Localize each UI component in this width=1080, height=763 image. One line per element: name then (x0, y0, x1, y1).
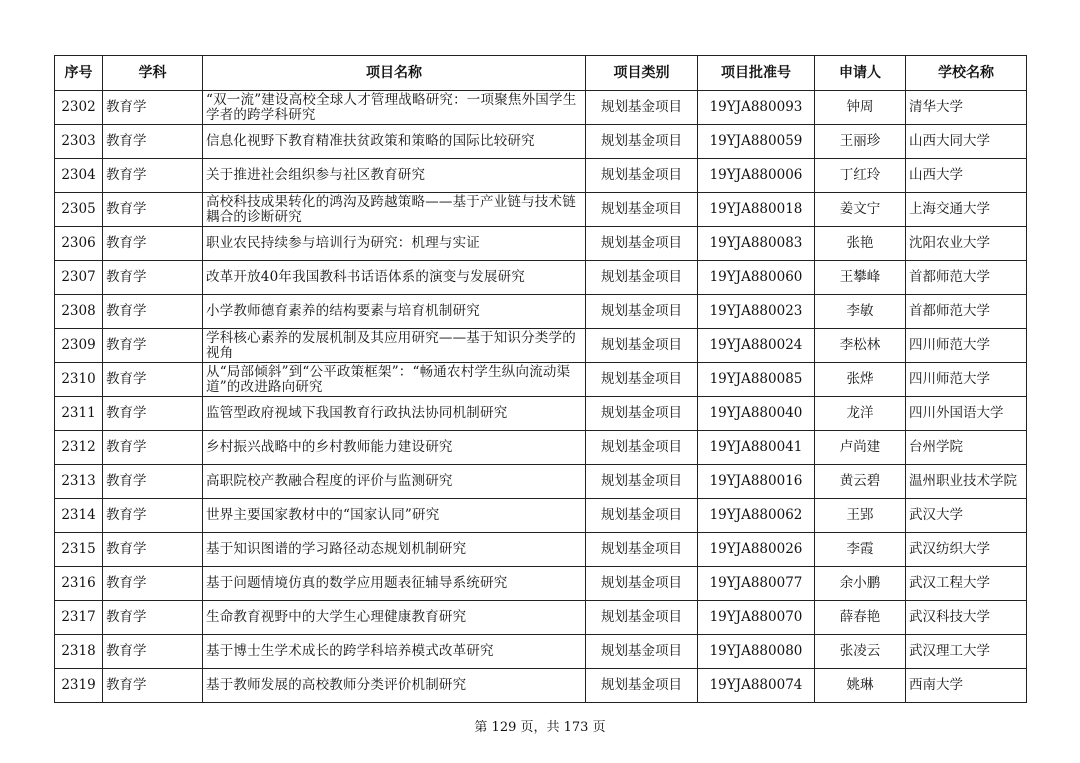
cell-applicant: 龙洋 (815, 397, 906, 431)
project-table (54, 55, 1027, 703)
cell-project-name: 基于博士生学术成长的跨学科培养模式改革研究 (203, 635, 586, 669)
cell-project-type: 规划基金项目 (586, 397, 698, 431)
header-school: 学校名称 (906, 56, 1027, 91)
cell-project-name: 生命教育视野中的大学生心理健康教育研究 (203, 601, 586, 635)
cell-school: 武汉工程大学 (906, 567, 1027, 601)
cell-school: 武汉理工大学 (906, 635, 1027, 669)
table-row (55, 499, 1027, 533)
cell-id: 2311 (55, 397, 103, 431)
cell-subject: 教育学 (103, 227, 203, 261)
cell-project-type: 规划基金项目 (586, 635, 698, 669)
table-row (55, 567, 1027, 601)
cell-subject: 教育学 (103, 363, 203, 397)
cell-id: 2307 (55, 261, 103, 295)
cell-id: 2303 (55, 125, 103, 159)
cell-subject: 教育学 (103, 159, 203, 193)
cell-project-type: 规划基金项目 (586, 465, 698, 499)
cell-applicant: 张艳 (815, 227, 906, 261)
cell-subject: 教育学 (103, 261, 203, 295)
cell-approval-number: 19YJA880083 (698, 227, 815, 261)
cell-id: 2308 (55, 295, 103, 329)
cell-subject: 教育学 (103, 669, 203, 703)
cell-project-name: 监管型政府视域下我国教育行政执法协同机制研究 (203, 397, 586, 431)
cell-project-name: 职业农民持续参与培训行为研究：机理与实证 (203, 227, 586, 261)
table-row (55, 465, 1027, 499)
table-row (55, 91, 1027, 125)
header-project-type: 项目类别 (586, 56, 698, 91)
table-row (55, 125, 1027, 159)
cell-id: 2313 (55, 465, 103, 499)
cell-approval-number: 19YJA880080 (698, 635, 815, 669)
cell-id: 2302 (55, 91, 103, 125)
table-row (55, 329, 1027, 363)
cell-subject: 教育学 (103, 91, 203, 125)
cell-project-type: 规划基金项目 (586, 499, 698, 533)
cell-school: 首都师范大学 (906, 261, 1027, 295)
cell-school: 武汉科技大学 (906, 601, 1027, 635)
cell-project-name: 关于推进社会组织参与社区教育研究 (203, 159, 586, 193)
cell-id: 2310 (55, 363, 103, 397)
cell-project-name: 学科核心素养的发展机制及其应用研究——基于知识分类学的视角 (203, 329, 586, 363)
cell-applicant: 张凌云 (815, 635, 906, 669)
cell-project-type: 规划基金项目 (586, 329, 698, 363)
cell-approval-number: 19YJA880024 (698, 329, 815, 363)
cell-approval-number: 19YJA880062 (698, 499, 815, 533)
cell-school: 山西大同大学 (906, 125, 1027, 159)
cell-applicant: 姚琳 (815, 669, 906, 703)
header-id: 序号 (55, 56, 103, 91)
table-row (55, 261, 1027, 295)
cell-project-type: 规划基金项目 (586, 193, 698, 227)
cell-id: 2319 (55, 669, 103, 703)
cell-school: 沈阳农业大学 (906, 227, 1027, 261)
cell-school: 武汉大学 (906, 499, 1027, 533)
cell-school: 四川师范大学 (906, 363, 1027, 397)
cell-id: 2304 (55, 159, 103, 193)
cell-project-type: 规划基金项目 (586, 533, 698, 567)
cell-project-name: 高校科技成果转化的鸿沟及跨越策略——基于产业链与技术链耦合的诊断研究 (203, 193, 586, 227)
cell-applicant: 钟周 (815, 91, 906, 125)
cell-project-name: 信息化视野下教育精准扶贫政策和策略的国际比较研究 (203, 125, 586, 159)
cell-approval-number: 19YJA880060 (698, 261, 815, 295)
cell-applicant: 王丽珍 (815, 125, 906, 159)
cell-project-type: 规划基金项目 (586, 431, 698, 465)
table-row (55, 193, 1027, 227)
cell-subject: 教育学 (103, 499, 203, 533)
table-header-row (55, 56, 1027, 91)
cell-school: 首都师范大学 (906, 295, 1027, 329)
cell-id: 2312 (55, 431, 103, 465)
cell-school: 温州职业技术学院 (906, 465, 1027, 499)
project-table-container (54, 55, 1026, 703)
cell-project-type: 规划基金项目 (586, 363, 698, 397)
table-body (55, 91, 1027, 703)
cell-id: 2318 (55, 635, 103, 669)
cell-subject: 教育学 (103, 533, 203, 567)
cell-approval-number: 19YJA880074 (698, 669, 815, 703)
cell-school: 上海交通大学 (906, 193, 1027, 227)
cell-id: 2309 (55, 329, 103, 363)
cell-approval-number: 19YJA880085 (698, 363, 815, 397)
cell-applicant: 黄云碧 (815, 465, 906, 499)
table-row (55, 669, 1027, 703)
cell-subject: 教育学 (103, 567, 203, 601)
cell-subject: 教育学 (103, 125, 203, 159)
cell-id: 2306 (55, 227, 103, 261)
cell-project-type: 规划基金项目 (586, 159, 698, 193)
header-approval-number: 项目批准号 (698, 56, 815, 91)
cell-school: 武汉纺织大学 (906, 533, 1027, 567)
cell-project-name: 乡村振兴战略中的乡村教师能力建设研究 (203, 431, 586, 465)
cell-applicant: 李松林 (815, 329, 906, 363)
cell-project-name: 从“局部倾斜”到“公平政策框架”：“畅通农村学生纵向流动渠道”的改进路向研究 (203, 363, 586, 397)
cell-applicant: 王郢 (815, 499, 906, 533)
cell-approval-number: 19YJA880070 (698, 601, 815, 635)
cell-project-type: 规划基金项目 (586, 669, 698, 703)
cell-approval-number: 19YJA880023 (698, 295, 815, 329)
cell-project-name: 世界主要国家教材中的“国家认同”研究 (203, 499, 586, 533)
table-row (55, 431, 1027, 465)
header-subject: 学科 (103, 56, 203, 91)
table-row (55, 363, 1027, 397)
cell-subject: 教育学 (103, 601, 203, 635)
cell-applicant: 卢尚建 (815, 431, 906, 465)
cell-school: 西南大学 (906, 669, 1027, 703)
cell-project-type: 规划基金项目 (586, 295, 698, 329)
cell-applicant: 余小鹏 (815, 567, 906, 601)
cell-id: 2305 (55, 193, 103, 227)
cell-project-name: 基于知识图谱的学习路径动态规划机制研究 (203, 533, 586, 567)
cell-approval-number: 19YJA880077 (698, 567, 815, 601)
table-row (55, 601, 1027, 635)
cell-school: 四川外国语大学 (906, 397, 1027, 431)
cell-approval-number: 19YJA880059 (698, 125, 815, 159)
cell-project-type: 规划基金项目 (586, 91, 698, 125)
cell-project-name: 改革开放40年我国教科书话语体系的演变与发展研究 (203, 261, 586, 295)
cell-project-name: 基于问题情境仿真的数学应用题表征辅导系统研究 (203, 567, 586, 601)
page-footer: 第 129 页，共 173 页 (474, 720, 606, 735)
cell-approval-number: 19YJA880093 (698, 91, 815, 125)
cell-applicant: 姜文宁 (815, 193, 906, 227)
cell-subject: 教育学 (103, 329, 203, 363)
cell-project-name: “双一流”建设高校全球人才管理战略研究：一项聚焦外国学生学者的跨学科研究 (203, 91, 586, 125)
cell-applicant: 薛春艳 (815, 601, 906, 635)
cell-subject: 教育学 (103, 193, 203, 227)
cell-applicant: 李霞 (815, 533, 906, 567)
cell-subject: 教育学 (103, 431, 203, 465)
table-row (55, 533, 1027, 567)
cell-project-type: 规划基金项目 (586, 601, 698, 635)
cell-project-type: 规划基金项目 (586, 227, 698, 261)
cell-project-type: 规划基金项目 (586, 261, 698, 295)
cell-id: 2314 (55, 499, 103, 533)
cell-school: 四川师范大学 (906, 329, 1027, 363)
cell-project-name: 基于教师发展的高校教师分类评价机制研究 (203, 669, 586, 703)
cell-approval-number: 19YJA880018 (698, 193, 815, 227)
cell-project-type: 规划基金项目 (586, 125, 698, 159)
table-row (55, 397, 1027, 431)
cell-id: 2317 (55, 601, 103, 635)
cell-applicant: 李敏 (815, 295, 906, 329)
cell-project-name: 高职院校产教融合程度的评价与监测研究 (203, 465, 586, 499)
cell-subject: 教育学 (103, 465, 203, 499)
cell-project-type: 规划基金项目 (586, 567, 698, 601)
cell-subject: 教育学 (103, 635, 203, 669)
cell-id: 2316 (55, 567, 103, 601)
cell-approval-number: 19YJA880016 (698, 465, 815, 499)
cell-applicant: 张烨 (815, 363, 906, 397)
cell-school: 清华大学 (906, 91, 1027, 125)
cell-id: 2315 (55, 533, 103, 567)
cell-applicant: 王攀峰 (815, 261, 906, 295)
cell-school: 山西大学 (906, 159, 1027, 193)
cell-school: 台州学院 (906, 431, 1027, 465)
cell-applicant: 丁红玲 (815, 159, 906, 193)
cell-approval-number: 19YJA880026 (698, 533, 815, 567)
header-project-name: 项目名称 (203, 56, 586, 91)
header-applicant: 申请人 (815, 56, 906, 91)
table-row (55, 635, 1027, 669)
table-row (55, 159, 1027, 193)
cell-subject: 教育学 (103, 397, 203, 431)
cell-subject: 教育学 (103, 295, 203, 329)
cell-approval-number: 19YJA880041 (698, 431, 815, 465)
cell-project-name: 小学教师德育素养的结构要素与培育机制研究 (203, 295, 586, 329)
table-row (55, 227, 1027, 261)
table-row (55, 295, 1027, 329)
cell-approval-number: 19YJA880040 (698, 397, 815, 431)
cell-approval-number: 19YJA880006 (698, 159, 815, 193)
